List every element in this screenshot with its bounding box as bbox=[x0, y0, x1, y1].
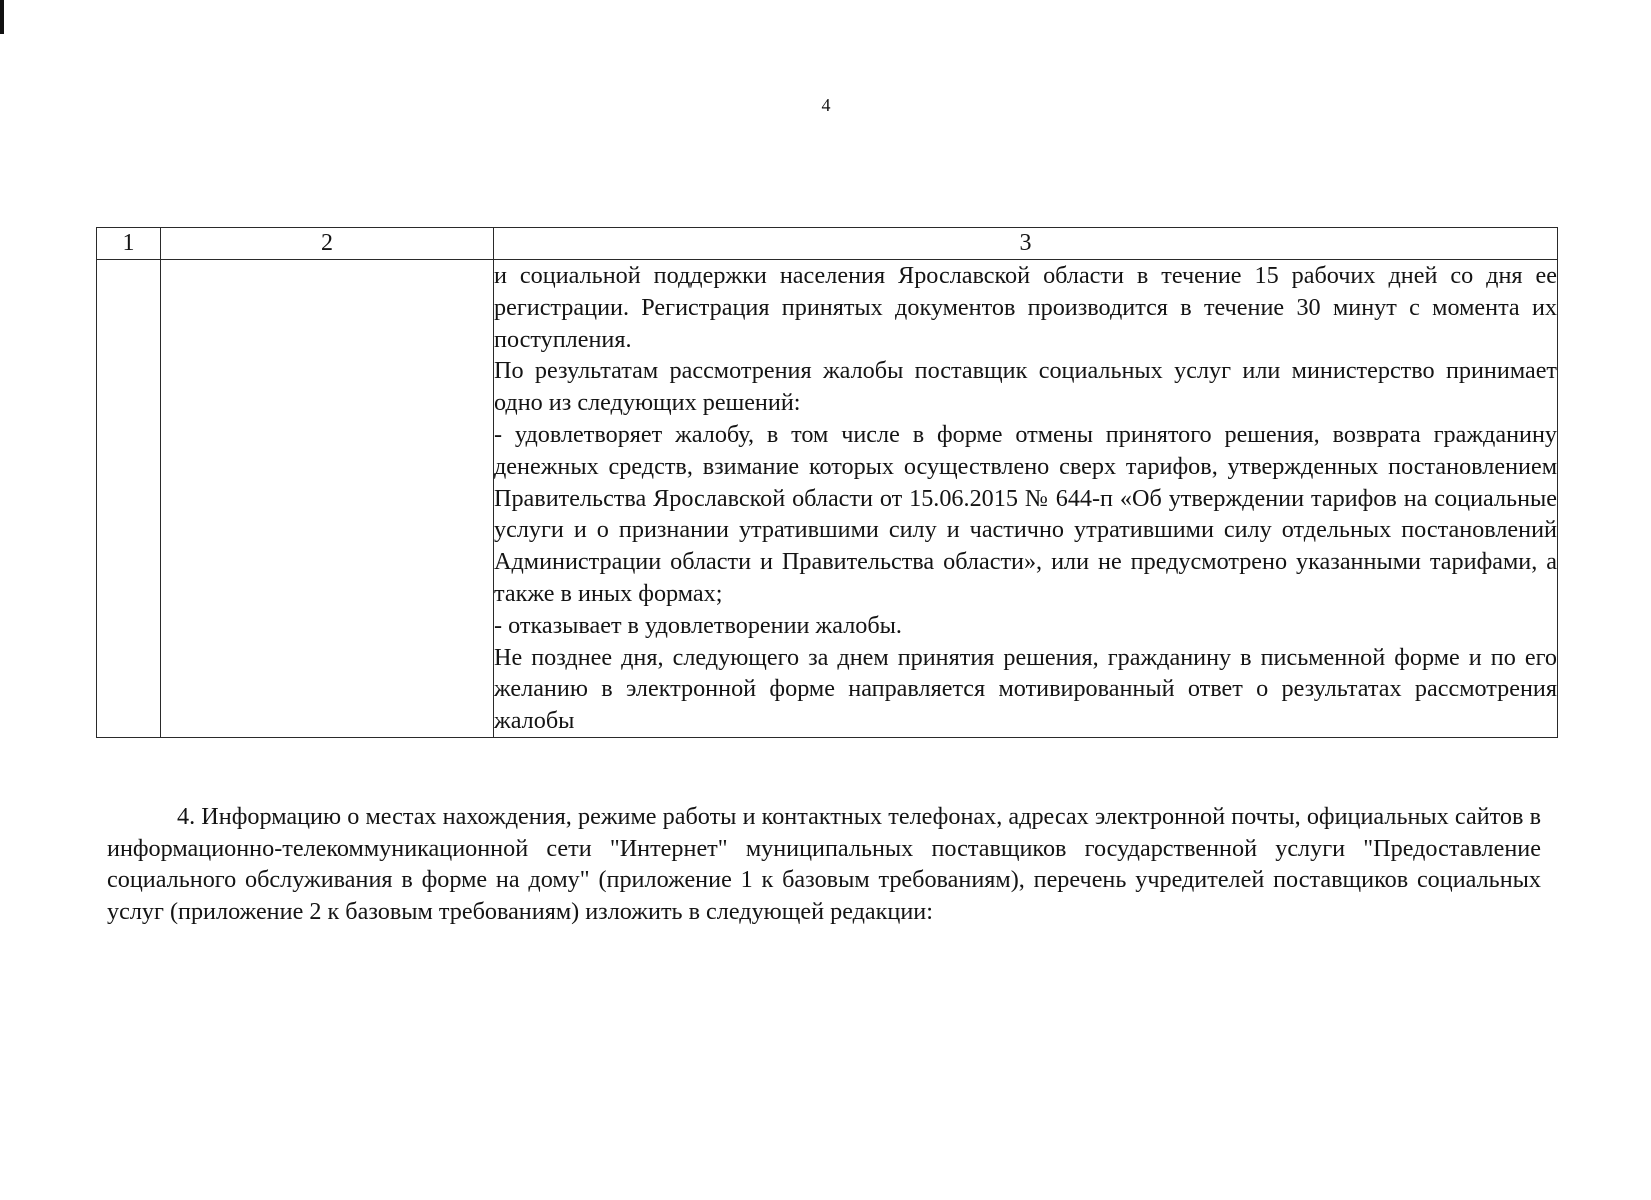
table-header-col-2: 2 bbox=[161, 228, 494, 260]
cell-paragraph: и социальной поддержки населения Ярославской области в течение 15 рабочих дней со дня ее регистрации. Регистрация принятых документов производится в течение 30 минут с момента их поступления. bbox=[494, 262, 1557, 353]
cell-paragraph: - отказывает в удовлетворении жалобы. bbox=[494, 611, 902, 639]
table-cell-col-2 bbox=[161, 260, 494, 738]
cell-paragraph: По результатам рассмотрения жалобы поставщик социальных услуг или министерство принимает одно из следующих решений: bbox=[494, 357, 1557, 417]
page-number: 4 bbox=[821, 95, 831, 115]
cell-paragraph: - удовлетворяет жалобу, в том числе в форме отмены принятого решения, возврата гражданину денежных средств, взимание которых осуществлено сверх тарифов, утвержденных постановлением Правительства Ярославской области от 15.06.2015 № 644-п «Об утверждении тарифов на социальные услуги и о признании утратившими силу и частично утратившими силу отдельных постановлений Администрации области и Правительства области», или не предусмотрено указанными тарифами, а также в иных формах; bbox=[494, 420, 1557, 607]
cell-paragraph: Не позднее дня, следующего за днем принятия решения, гражданину в письменной форме и по его желанию в электронной форме направляется мотивированный ответ о результатах рассмотрения жалобы bbox=[494, 643, 1557, 735]
table-cell-col-1 bbox=[97, 260, 161, 738]
table-row bbox=[97, 260, 1558, 738]
table-cell-col-3 bbox=[494, 260, 1558, 738]
body-paragraph-4: 4. Информацию о местах нахождения, режиме работы и контактных телефонах, адресах электронной почты, официальных сайтов в информационно-телекоммуникационной сети "Интернет" муниципальных поставщиков государственной услуги "Предоставление социального обслуживания в форме на дому" (приложение 1 к базовым требованиям), перечень учредителей поставщиков социальных услуг (приложение 2 к базовым требованиям) изложить в следующей редакции: bbox=[107, 803, 1541, 925]
document-table bbox=[96, 227, 1558, 738]
table-header-col-1: 1 bbox=[97, 228, 161, 260]
table-header-row bbox=[97, 228, 1558, 260]
table-header-col-3: 3 bbox=[494, 228, 1558, 260]
scan-edge-mark bbox=[0, 0, 4, 34]
